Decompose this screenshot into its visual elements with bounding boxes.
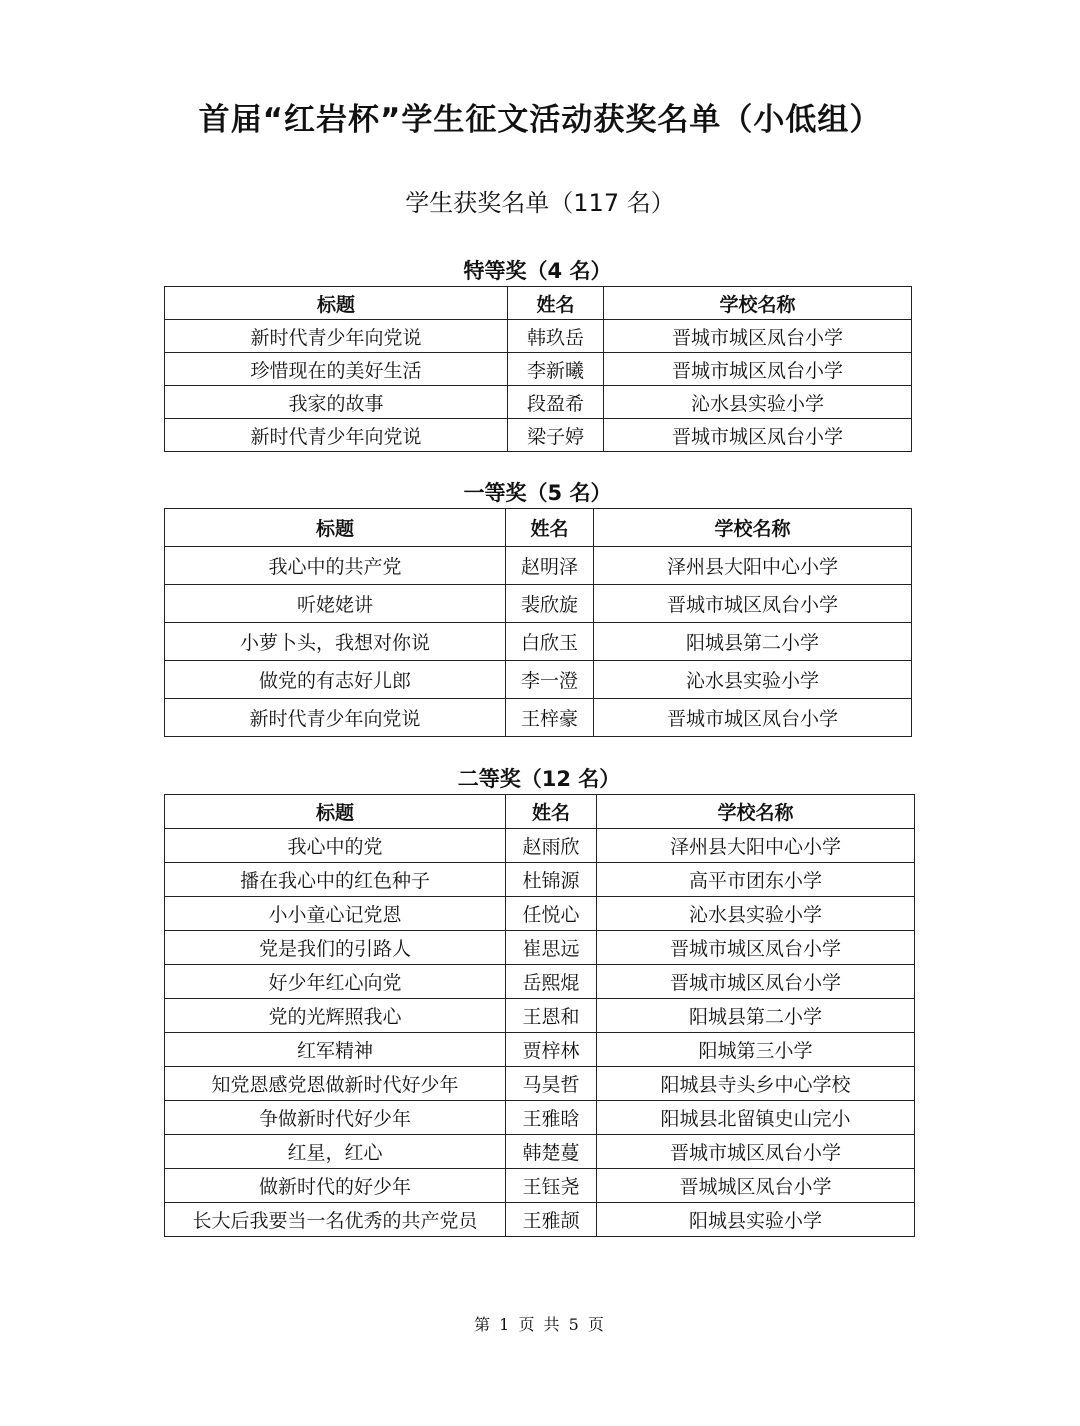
cell-name: 梁子婷 [508, 419, 604, 452]
cell-name: 贾梓林 [506, 1033, 597, 1067]
award-section-second [164, 764, 914, 1237]
award-table [164, 508, 912, 737]
cell-title: 听姥姥讲 [165, 585, 506, 623]
cell-name: 崔思远 [506, 931, 597, 965]
column-header-school: 学校名称 [594, 509, 912, 547]
page-footer: 第 1 页 共 5 页 [474, 1315, 606, 1334]
cell-name: 白欣玉 [506, 623, 594, 661]
cell-title: 我心中的党 [165, 829, 506, 863]
section-heading: 二等奖（12 名） [457, 767, 621, 791]
cell-school: 晋城市城区凤台小学 [604, 419, 912, 452]
cell-school: 沁水县实验小学 [594, 661, 912, 699]
cell-school: 阳城县实验小学 [597, 1203, 915, 1237]
column-header-title: 标题 [165, 287, 508, 320]
cell-school: 晋城市城区凤台小学 [604, 320, 912, 353]
cell-school: 晋城市城区凤台小学 [597, 931, 915, 965]
cell-school: 晋城市城区凤台小学 [594, 699, 912, 737]
cell-school: 高平市团东小学 [597, 863, 915, 897]
cell-title: 新时代青少年向党说 [165, 699, 506, 737]
table-row [165, 999, 915, 1033]
table-row [165, 1033, 915, 1067]
award-table [164, 794, 915, 1237]
cell-title: 小萝卜头，我想对你说 [165, 623, 506, 661]
cell-title: 红军精神 [165, 1033, 506, 1067]
cell-school: 晋城市城区凤台小学 [594, 585, 912, 623]
cell-title: 我心中的共产党 [165, 547, 506, 585]
cell-name: 段盈希 [508, 386, 604, 419]
cell-title: 新时代青少年向党说 [165, 320, 508, 353]
award-section-special [164, 256, 911, 452]
cell-name: 韩楚蔓 [506, 1135, 597, 1169]
cell-school: 晋城市城区凤台小学 [604, 353, 912, 386]
cell-title: 新时代青少年向党说 [165, 419, 508, 452]
table-row [165, 829, 915, 863]
cell-name: 王雅颉 [506, 1203, 597, 1237]
section-heading: 特等奖（4 名） [463, 259, 612, 283]
cell-school: 泽州县大阳中心小学 [594, 547, 912, 585]
column-header-school: 学校名称 [604, 287, 912, 320]
table-row [165, 320, 912, 353]
column-header-title: 标题 [165, 509, 506, 547]
table-row [165, 699, 912, 737]
table-row [165, 623, 912, 661]
cell-name: 李一澄 [506, 661, 594, 699]
cell-title: 争做新时代好少年 [165, 1101, 506, 1135]
award-section-first [164, 478, 911, 737]
document-subtitle: 学生获奖名单（117 名） [405, 189, 675, 217]
table-row [165, 661, 912, 699]
cell-title: 做新时代的好少年 [165, 1169, 506, 1203]
column-header-name: 姓名 [506, 509, 594, 547]
cell-name: 韩玖岳 [508, 320, 604, 353]
cell-school: 阳城县寺头乡中心学校 [597, 1067, 915, 1101]
table-row [165, 931, 915, 965]
table-row [165, 1135, 915, 1169]
cell-title: 知党恩感党恩做新时代好少年 [165, 1067, 506, 1101]
cell-name: 岳熙焜 [506, 965, 597, 999]
cell-school: 阳城县第二小学 [594, 623, 912, 661]
table-header-row [165, 795, 915, 829]
cell-school: 沁水县实验小学 [604, 386, 912, 419]
cell-school: 泽州县大阳中心小学 [597, 829, 915, 863]
cell-title: 做党的有志好儿郎 [165, 661, 506, 699]
cell-school: 阳城县北留镇史山完小 [597, 1101, 915, 1135]
section-heading: 一等奖（5 名） [463, 481, 612, 505]
table-row [165, 897, 915, 931]
table-row [165, 353, 912, 386]
award-table [164, 286, 912, 452]
table-row [165, 1203, 915, 1237]
table-row [165, 547, 912, 585]
table-row [165, 585, 912, 623]
cell-title: 我家的故事 [165, 386, 508, 419]
cell-school: 阳城第三小学 [597, 1033, 915, 1067]
table-row [165, 386, 912, 419]
table-header-row [165, 287, 912, 320]
cell-title: 播在我心中的红色种子 [165, 863, 506, 897]
cell-name: 王梓豪 [506, 699, 594, 737]
cell-name: 赵雨欣 [506, 829, 597, 863]
cell-name: 任悦心 [506, 897, 597, 931]
cell-name: 李新曦 [508, 353, 604, 386]
cell-name: 赵明泽 [506, 547, 594, 585]
cell-title: 珍惜现在的美好生活 [165, 353, 508, 386]
column-header-title: 标题 [165, 795, 506, 829]
table-row [165, 1067, 915, 1101]
cell-title: 长大后我要当一名优秀的共产党员 [165, 1203, 506, 1237]
cell-name: 王恩和 [506, 999, 597, 1033]
column-header-name: 姓名 [508, 287, 604, 320]
table-row [165, 863, 915, 897]
cell-name: 杜锦源 [506, 863, 597, 897]
column-header-school: 学校名称 [597, 795, 915, 829]
cell-name: 裴欣旋 [506, 585, 594, 623]
cell-title: 党是我们的引路人 [165, 931, 506, 965]
cell-school: 晋城市城区凤台小学 [597, 1135, 915, 1169]
table-header-row [165, 509, 912, 547]
cell-school: 晋城市城区凤台小学 [597, 965, 915, 999]
cell-title: 党的光辉照我心 [165, 999, 506, 1033]
table-row [165, 419, 912, 452]
cell-school: 阳城县第二小学 [597, 999, 915, 1033]
cell-name: 马昊哲 [506, 1067, 597, 1101]
cell-school: 沁水县实验小学 [597, 897, 915, 931]
cell-title: 红星，红心 [165, 1135, 506, 1169]
table-row [165, 1169, 915, 1203]
cell-title: 好少年红心向党 [165, 965, 506, 999]
table-row [165, 965, 915, 999]
cell-title: 小小童心记党恩 [165, 897, 506, 931]
column-header-name: 姓名 [506, 795, 597, 829]
cell-name: 王钰尧 [506, 1169, 597, 1203]
document-title: 首届“红岩杯”学生征文活动获奖名单（小低组） [198, 102, 882, 138]
table-row [165, 1101, 915, 1135]
cell-name: 王雅晗 [506, 1101, 597, 1135]
cell-school: 晋城城区凤台小学 [597, 1169, 915, 1203]
